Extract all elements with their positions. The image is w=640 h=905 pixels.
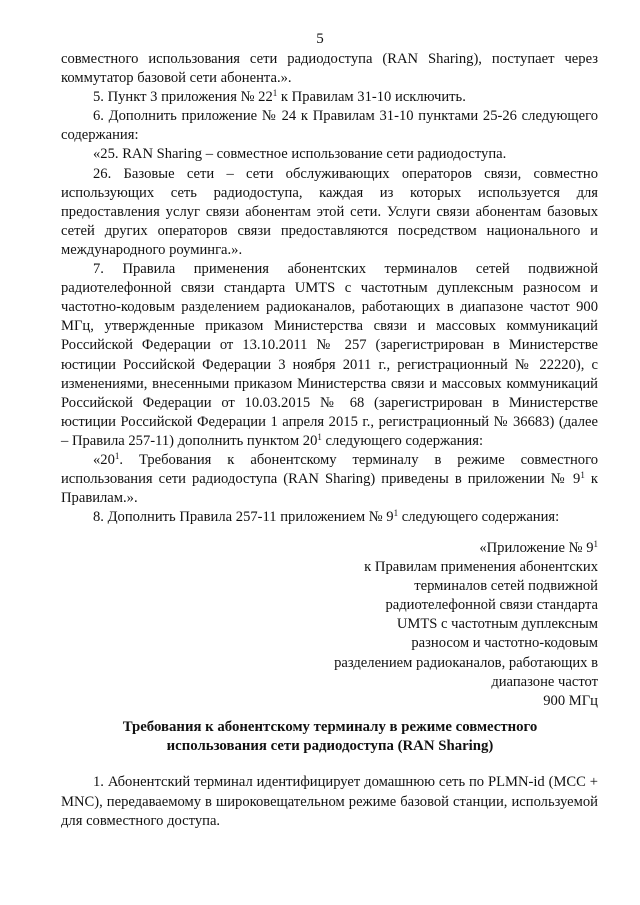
paragraph-item-20-1: «$20^1$. Требования к абонентскому терминалу в режиме совместного использования сети радиодоступа (RAN Sharing) приведены в приложении № $9^1$ к Правилам.».: [61, 450, 598, 507]
appendix-title: «Приложение № $9^1$: [479, 539, 598, 556]
requirement-item: 1. Абонентский терминал идентифицирует домашнюю сеть по PLMN-id (MCC + MNC), передаваемому в широковещательном режиме базовой станции, используемой для совместного доступа.: [61, 774, 598, 830]
section-heading: Требования к абонентскому терминалу в режиме совместного использования сети радиодоступа (RAN Sharing): [122, 719, 538, 754]
paragraph-item-25: «25. RAN Sharing – совместное использование сети радиодоступа.: [93, 146, 507, 163]
paragraph-item-5: 5. Пункт 3 приложения № $22^1$ к Правилам 31-10 исключить.: [93, 88, 466, 106]
appendix-line: разделением радиоканалов, работающих в: [334, 654, 598, 671]
page-number: 5: [316, 31, 324, 47]
appendix-line: диапазоне частот: [491, 673, 598, 690]
appendix-line: разносом и частотно-кодовым: [411, 635, 598, 652]
appendix-line: радиотелефонной связи стандарта: [385, 597, 598, 614]
appendix-header: [298, 539, 598, 711]
document-body: [61, 50, 598, 527]
paragraph-item-8: 8. Дополнить Правила 257-11 приложением № $9^1$ следующего содержания:: [93, 508, 560, 526]
paragraph: совместного использования сети радиодоступа (RAN Sharing), поступает через коммутатор базовой сети абонента.».: [61, 51, 598, 87]
appendix-line: к Правилам применения абонентских: [364, 559, 598, 576]
paragraph-item-26: 26. Базовые сети – сети обслуживающих операторов связи, совместно использующих сеть радиодоступа, каждая из которых используется для предоставления услуг связи абонентам этой сети. Услуги связи абонентам базовых сетей других операторов связи предоставляются посредством национального и международного роуминга.».: [61, 165, 598, 258]
requirements-section: [61, 773, 598, 832]
appendix-line: 900 МГц: [543, 692, 598, 709]
paragraph-item-7: 7. Правила применения абонентских терминалов сетей подвижной радиотелефонной связи стандарта UMTS с частотным дуплексным разносом и частотно-кодовым разделением радиоканалов, работающих в диапазоне частот 900 МГц, утвержденные приказом Министерства связи и массовых коммуникаций Российской Федерации от 13.10.2011 № 257 (зарегистрирован в Министерстве юстиции Российской Федерации 3 ноября 2011 г., регистрационный № 22220), с изменениями, внесенными приказом Министерства связи и массовых коммуникаций Российской Федерации от 10.03.2015 № 68 (зарегистрирован в Министерстве юстиции Российской Федерации 1 апреля 2015 г., регистрационный № 36683) (далее – Правила 257-11) дополнить пунктом $20^1$ следующего содержания:: [61, 261, 598, 449]
appendix-line: UMTS с частотным дуплексным: [396, 616, 598, 633]
appendix-line: терминалов сетей подвижной: [414, 578, 598, 595]
paragraph-item-6: 6. Дополнить приложение № 24 к Правилам 31-10 пунктами 25-26 следующего содержания:: [61, 108, 598, 144]
